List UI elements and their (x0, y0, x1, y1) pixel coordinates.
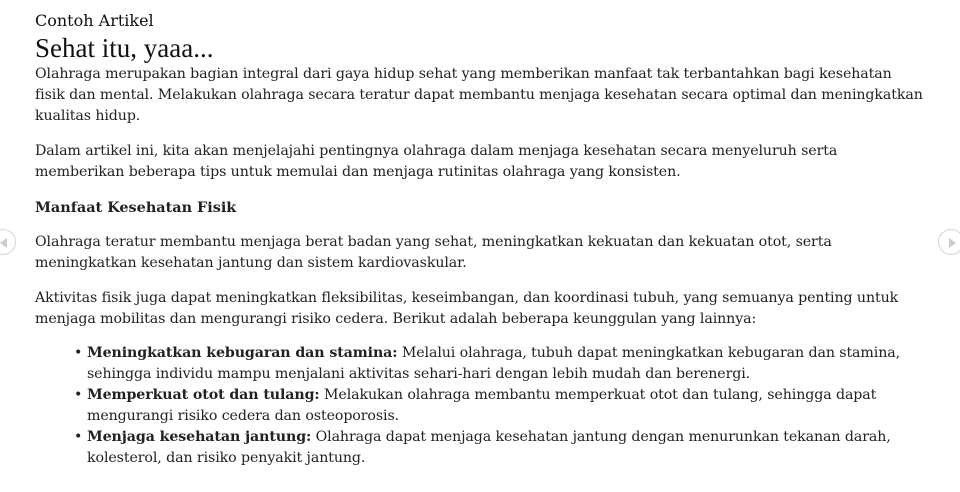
benefit-text: Olahraga dapat menjaga kesehatan jantung dengan menurunkan tekanan darah, kolesterol, dan risiko penyakit jantung. (87, 429, 891, 466)
next-slide-button[interactable] (938, 229, 960, 255)
benefit-text: Melalui olahraga, tubuh dapat meningkatkan kebugaran dan stamina, sehingga individu mampu menjalani aktivitas sehari-hari dengan lebih mudah dan berenergi. (87, 345, 900, 382)
list-item (67, 385, 925, 427)
bullet-icon: • (74, 429, 83, 445)
list-item (67, 427, 925, 469)
chevron-left-icon (0, 230, 17, 256)
section-paragraph-2: Aktivitas fisik juga dapat meningkatkan fleksibilitas, keseimbangan, dan koordinasi tubuh, yang semuanya penting untuk menjaga mobilitas dan mengurangi risiko cedera. Berikut adalah beberapa keunggulan yang lainnya: (35, 290, 899, 327)
article (35, 10, 925, 469)
article-title: Sehat itu, yaaa... (35, 33, 214, 63)
chevron-right-icon (939, 230, 960, 256)
benefits-list (35, 343, 925, 469)
benefit-title: Meningkatkan kebugaran dan stamina: (87, 345, 398, 361)
benefit-title: Menjaga kesehatan jantung: (87, 429, 312, 445)
bullet-icon: • (74, 345, 83, 361)
section-paragraph-1: Olahraga teratur membantu menjaga berat badan yang sehat, meningkatkan kekuatan dan kekuatan otot, serta meningkatkan kesehatan jantung dan sistem kardiovaskular. (35, 234, 832, 271)
article-kicker: Contoh Artikel (35, 11, 154, 30)
benefit-text: Melakukan olahraga membantu memperkuat otot dan tulang, sehingga dapat mengurangi risiko cedera dan osteoporosis. (87, 387, 877, 424)
list-item (67, 343, 925, 385)
bullet-icon: • (74, 387, 83, 403)
previous-slide-button[interactable] (0, 229, 16, 255)
intro-paragraph-2: Dalam artikel ini, kita akan menjelajahi pentingnya olahraga dalam menjaga kesehatan secara menyeluruh serta memberikan beberapa tips untuk memulai dan menjaga rutinitas olahraga yang konsisten. (35, 143, 838, 180)
benefit-title: Memperkuat otot dan tulang: (87, 387, 320, 403)
section-heading: Manfaat Kesehatan Fisik (35, 199, 237, 216)
intro-paragraph-1: Olahraga merupakan bagian integral dari gaya hidup sehat yang memberikan manfaat tak terbantahkan bagi kesehatan fisik dan mental. Melakukan olahraga secara teratur dapat membantu menjaga kesehatan secara optimal dan meningkatkan kualitas hidup. (35, 66, 923, 124)
